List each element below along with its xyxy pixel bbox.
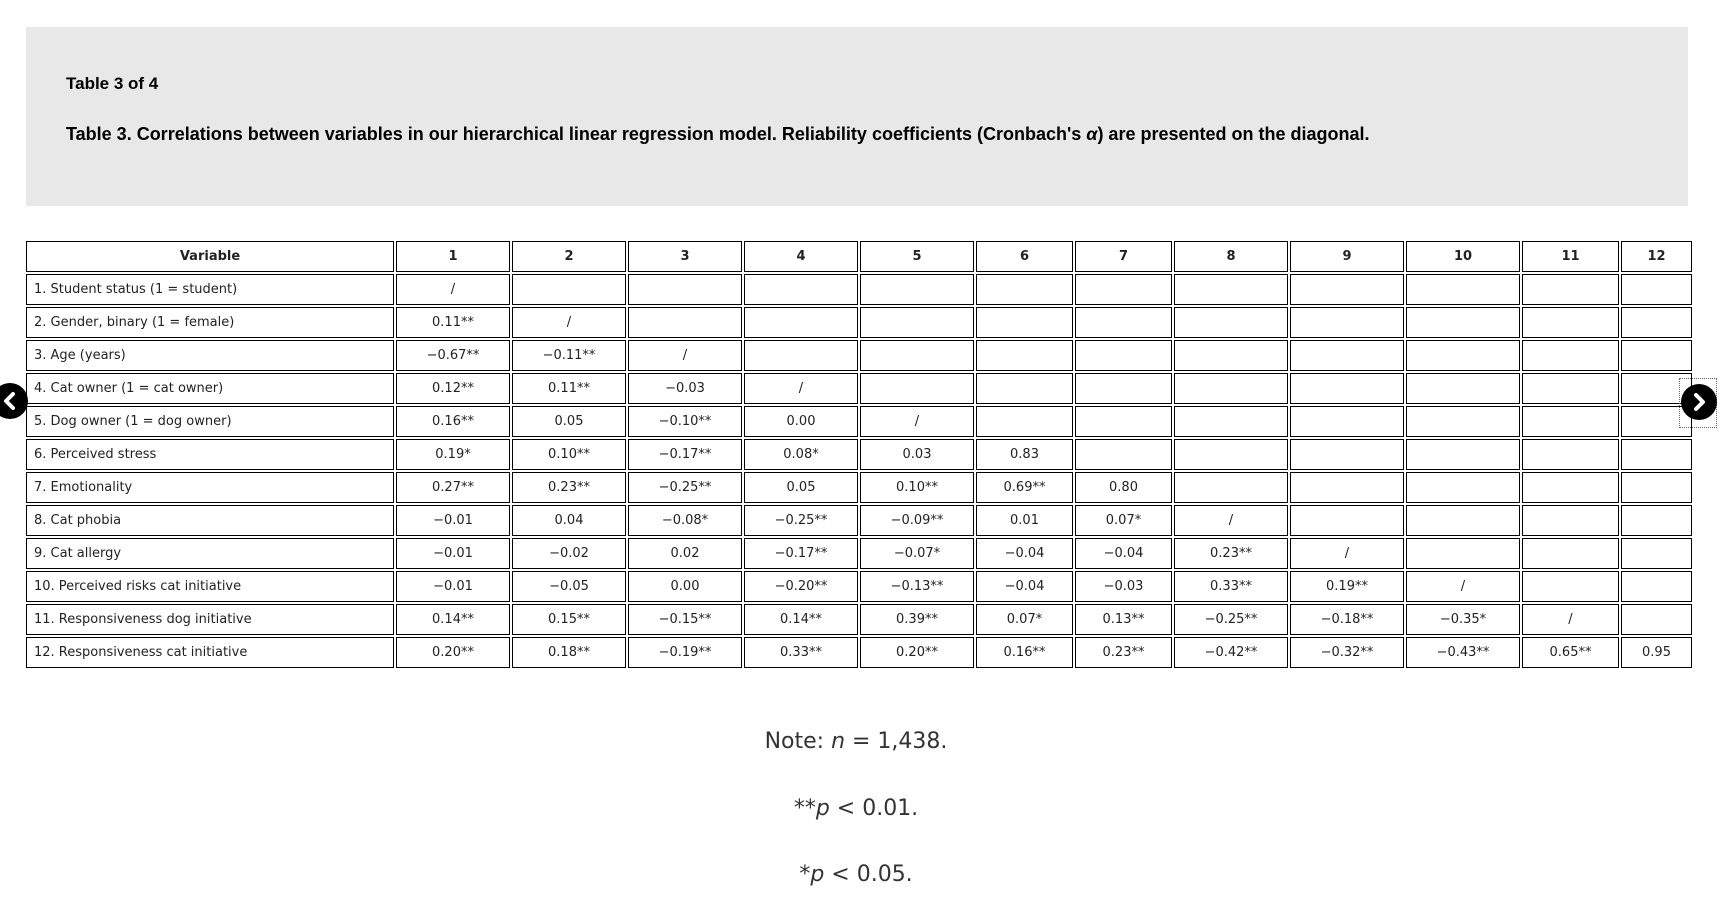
note-sample-size [0,729,1712,754]
correlation-cell: 0.69** [976,472,1073,503]
correlation-cell: 0.08* [744,439,858,470]
column-header-9: 9 [1290,241,1404,272]
correlation-cell: 0.65** [1522,637,1619,668]
note-label: Note: [764,729,832,754]
correlation-cell [860,274,974,305]
note-p05 [0,862,1712,887]
correlation-cell [860,307,974,338]
table-body [26,274,1692,668]
correlation-cell: 0.11** [512,373,626,404]
correlation-cell: −0.25** [1174,604,1288,635]
column-header-12: 12 [1621,241,1692,272]
correlation-cell: 0.83 [976,439,1073,470]
correlation-cell [1621,439,1692,470]
correlation-cell: −0.02 [512,538,626,569]
correlation-cell: / [744,373,858,404]
correlation-cell [1075,406,1172,437]
correlation-cell: −0.25** [744,505,858,536]
variable-name-cell: 1. Student status (1 = student) [26,274,394,305]
variable-name-cell: 3. Age (years) [26,340,394,371]
correlation-cell: / [1522,604,1619,635]
table-row [26,505,1692,536]
correlation-cell: 0.19** [1290,571,1404,602]
correlation-cell [1406,274,1520,305]
correlation-cell: −0.04 [976,538,1073,569]
table-row [26,439,1692,470]
table-row [26,538,1692,569]
variable-name-cell: 6. Perceived stress [26,439,394,470]
correlation-cell: −0.07* [860,538,974,569]
table-header-panel [26,27,1688,206]
correlation-cell [1174,472,1288,503]
correlation-cell [976,274,1073,305]
caption-alpha: α [1086,124,1098,144]
correlation-cell: 0.05 [512,406,626,437]
table-row [26,373,1692,404]
chevron-right-icon [1688,391,1710,413]
correlation-cell: / [1406,571,1520,602]
correlation-cell: 0.39** [860,604,974,635]
correlation-cell [976,340,1073,371]
correlation-cell: / [628,340,742,371]
column-header-2: 2 [512,241,626,272]
correlation-cell: / [512,307,626,338]
correlation-cell: −0.13** [860,571,974,602]
correlation-cell [1406,439,1520,470]
table-row [26,307,1692,338]
correlation-cell: 0.10** [860,472,974,503]
variable-name-cell: 7. Emotionality [26,472,394,503]
correlation-cell: −0.42** [1174,637,1288,668]
correlation-cell [1406,538,1520,569]
correlation-cell [1290,439,1404,470]
correlation-cell [1075,373,1172,404]
table-count: Table 3 of 4 [66,74,159,93]
correlation-cell [1621,505,1692,536]
column-header-10: 10 [1406,241,1520,272]
correlation-cell: −0.05 [512,571,626,602]
correlation-cell [1621,538,1692,569]
correlation-cell: 0.03 [860,439,974,470]
chevron-left-icon [0,390,21,412]
correlation-cell: 0.13** [1075,604,1172,635]
correlation-cell: −0.03 [1075,571,1172,602]
correlation-cell [1174,307,1288,338]
correlation-cell: 0.16** [976,637,1073,668]
correlation-table [24,239,1694,670]
correlation-cell [1174,373,1288,404]
correlation-cell [744,274,858,305]
correlation-cell [1522,340,1619,371]
correlation-cell [1290,406,1404,437]
correlation-cell [1290,505,1404,536]
correlation-cell: 0.95 [1621,637,1692,668]
correlation-cell [1174,340,1288,371]
correlation-cell: 0.20** [396,637,510,668]
variable-name-cell: 11. Responsiveness dog initiative [26,604,394,635]
variable-name-cell: 8. Cat phobia [26,505,394,536]
correlation-cell: 0.01 [976,505,1073,536]
correlation-cell: −0.43** [1406,637,1520,668]
correlation-cell: 0.07* [1075,505,1172,536]
column-header-variable: Variable [26,241,394,272]
correlation-cell [1290,373,1404,404]
column-header-1: 1 [396,241,510,272]
correlation-cell: 0.00 [628,571,742,602]
correlation-cell [1174,439,1288,470]
correlation-cell [744,307,858,338]
table-row [26,571,1692,602]
variable-name-cell: 10. Perceived risks cat initiative [26,571,394,602]
correlation-cell: 0.80 [1075,472,1172,503]
column-header-11: 11 [1522,241,1619,272]
correlation-cell: −0.10** [628,406,742,437]
correlation-cell: 0.16** [396,406,510,437]
correlation-cell: −0.18** [1290,604,1404,635]
correlation-cell: / [1290,538,1404,569]
correlation-cell: −0.35* [1406,604,1520,635]
table-row [26,472,1692,503]
correlation-cell: 0.10** [512,439,626,470]
correlation-cell [1522,439,1619,470]
column-header-8: 8 [1174,241,1288,272]
table-row [26,274,1692,305]
correlation-cell: / [860,406,974,437]
correlation-cell [1075,340,1172,371]
correlation-cell [1075,307,1172,338]
correlation-cell: 0.33** [744,637,858,668]
correlation-cell [1290,274,1404,305]
correlation-cell [1290,340,1404,371]
correlation-cell [744,340,858,371]
correlation-cell [976,406,1073,437]
correlation-cell: −0.15** [628,604,742,635]
correlation-cell [860,373,974,404]
correlation-cell: −0.20** [744,571,858,602]
correlation-cell [628,307,742,338]
correlation-cell [1522,505,1619,536]
correlation-cell: −0.17** [744,538,858,569]
correlation-cell: 0.11** [396,307,510,338]
table-row [26,604,1692,635]
note-p01-stars: ** [793,796,816,821]
correlation-cell [1406,373,1520,404]
correlation-cell: −0.03 [628,373,742,404]
caption-text: Table 3. Correlations between variables in our hierarchical linear regression model. Reliability coefficients (Cronbach's [66,124,1087,144]
correlation-cell: −0.17** [628,439,742,470]
variable-name-cell: 5. Dog owner (1 = dog owner) [26,406,394,437]
note-p05-value: < 0.05. [824,862,913,887]
correlation-cell [1406,307,1520,338]
correlation-cell [1406,340,1520,371]
correlation-cell: 0.27** [396,472,510,503]
correlation-cell: −0.25** [628,472,742,503]
correlation-cell: 0.23** [1075,637,1172,668]
correlation-cell: −0.01 [396,571,510,602]
column-header-6: 6 [976,241,1073,272]
note-p01 [0,796,1712,821]
correlation-cell: 0.33** [1174,571,1288,602]
correlation-cell: 0.02 [628,538,742,569]
note-p05-star: * [799,862,811,887]
correlation-cell [1075,274,1172,305]
correlation-cell: 0.15** [512,604,626,635]
correlation-cell: / [1174,505,1288,536]
note-p01-value: < 0.01. [829,796,919,821]
correlation-cell: 0.23** [1174,538,1288,569]
correlation-cell: 0.12** [396,373,510,404]
correlation-cell: 0.14** [396,604,510,635]
correlation-cell: −0.01 [396,505,510,536]
correlation-cell [860,340,974,371]
variable-name-cell: 9. Cat allergy [26,538,394,569]
correlation-cell: 0.19* [396,439,510,470]
variable-name-cell: 4. Cat owner (1 = cat owner) [26,373,394,404]
correlation-cell [628,274,742,305]
table-caption [66,124,1370,145]
correlation-cell [1174,406,1288,437]
correlation-cell: 0.05 [744,472,858,503]
correlation-cell: −0.32** [1290,637,1404,668]
note-p01-var: p [815,796,830,821]
correlation-cell [1075,439,1172,470]
correlation-cell: −0.01 [396,538,510,569]
correlation-cell: / [396,274,510,305]
caption-text-end: ) are presented on the diagonal. [1097,124,1370,144]
correlation-cell [1522,538,1619,569]
next-table-button[interactable] [1681,384,1717,420]
correlation-cell [1621,274,1692,305]
correlation-cell: 0.14** [744,604,858,635]
correlation-cell [1406,406,1520,437]
correlation-cell: 0.23** [512,472,626,503]
correlation-cell: −0.08* [628,505,742,536]
correlation-cell [1290,307,1404,338]
table-header-row [26,241,1692,272]
correlation-table-wrapper [24,239,1694,670]
column-header-3: 3 [628,241,742,272]
correlation-cell: 0.07* [976,604,1073,635]
correlation-cell: 0.18** [512,637,626,668]
table-row [26,637,1692,668]
correlation-cell [1522,307,1619,338]
correlation-cell [976,307,1073,338]
correlation-cell [1621,472,1692,503]
note-n-var: n [831,729,846,754]
correlation-cell [1621,307,1692,338]
variable-name-cell: 2. Gender, binary (1 = female) [26,307,394,338]
correlation-cell [976,373,1073,404]
correlation-cell [1174,274,1288,305]
correlation-cell [512,274,626,305]
correlation-cell [1290,472,1404,503]
column-header-4: 4 [744,241,858,272]
note-n-value: = 1,438. [845,729,948,754]
correlation-cell: −0.19** [628,637,742,668]
correlation-cell [1621,604,1692,635]
column-header-7: 7 [1075,241,1172,272]
table-row [26,406,1692,437]
note-p05-var: p [810,862,825,887]
variable-name-cell: 12. Responsiveness cat initiative [26,637,394,668]
correlation-cell: 0.04 [512,505,626,536]
correlation-cell: 0.00 [744,406,858,437]
column-header-5: 5 [860,241,974,272]
correlation-cell [1522,406,1619,437]
correlation-cell: 0.20** [860,637,974,668]
correlation-cell: −0.09** [860,505,974,536]
correlation-cell [1621,571,1692,602]
correlation-cell [1522,571,1619,602]
table-row [26,340,1692,371]
correlation-cell [1522,373,1619,404]
correlation-cell [1406,505,1520,536]
correlation-cell: −0.04 [1075,538,1172,569]
correlation-cell: −0.04 [976,571,1073,602]
correlation-cell: −0.67** [396,340,510,371]
correlation-cell [1522,274,1619,305]
correlation-cell [1621,340,1692,371]
correlation-cell [1522,472,1619,503]
correlation-cell [1406,472,1520,503]
correlation-cell: −0.11** [512,340,626,371]
